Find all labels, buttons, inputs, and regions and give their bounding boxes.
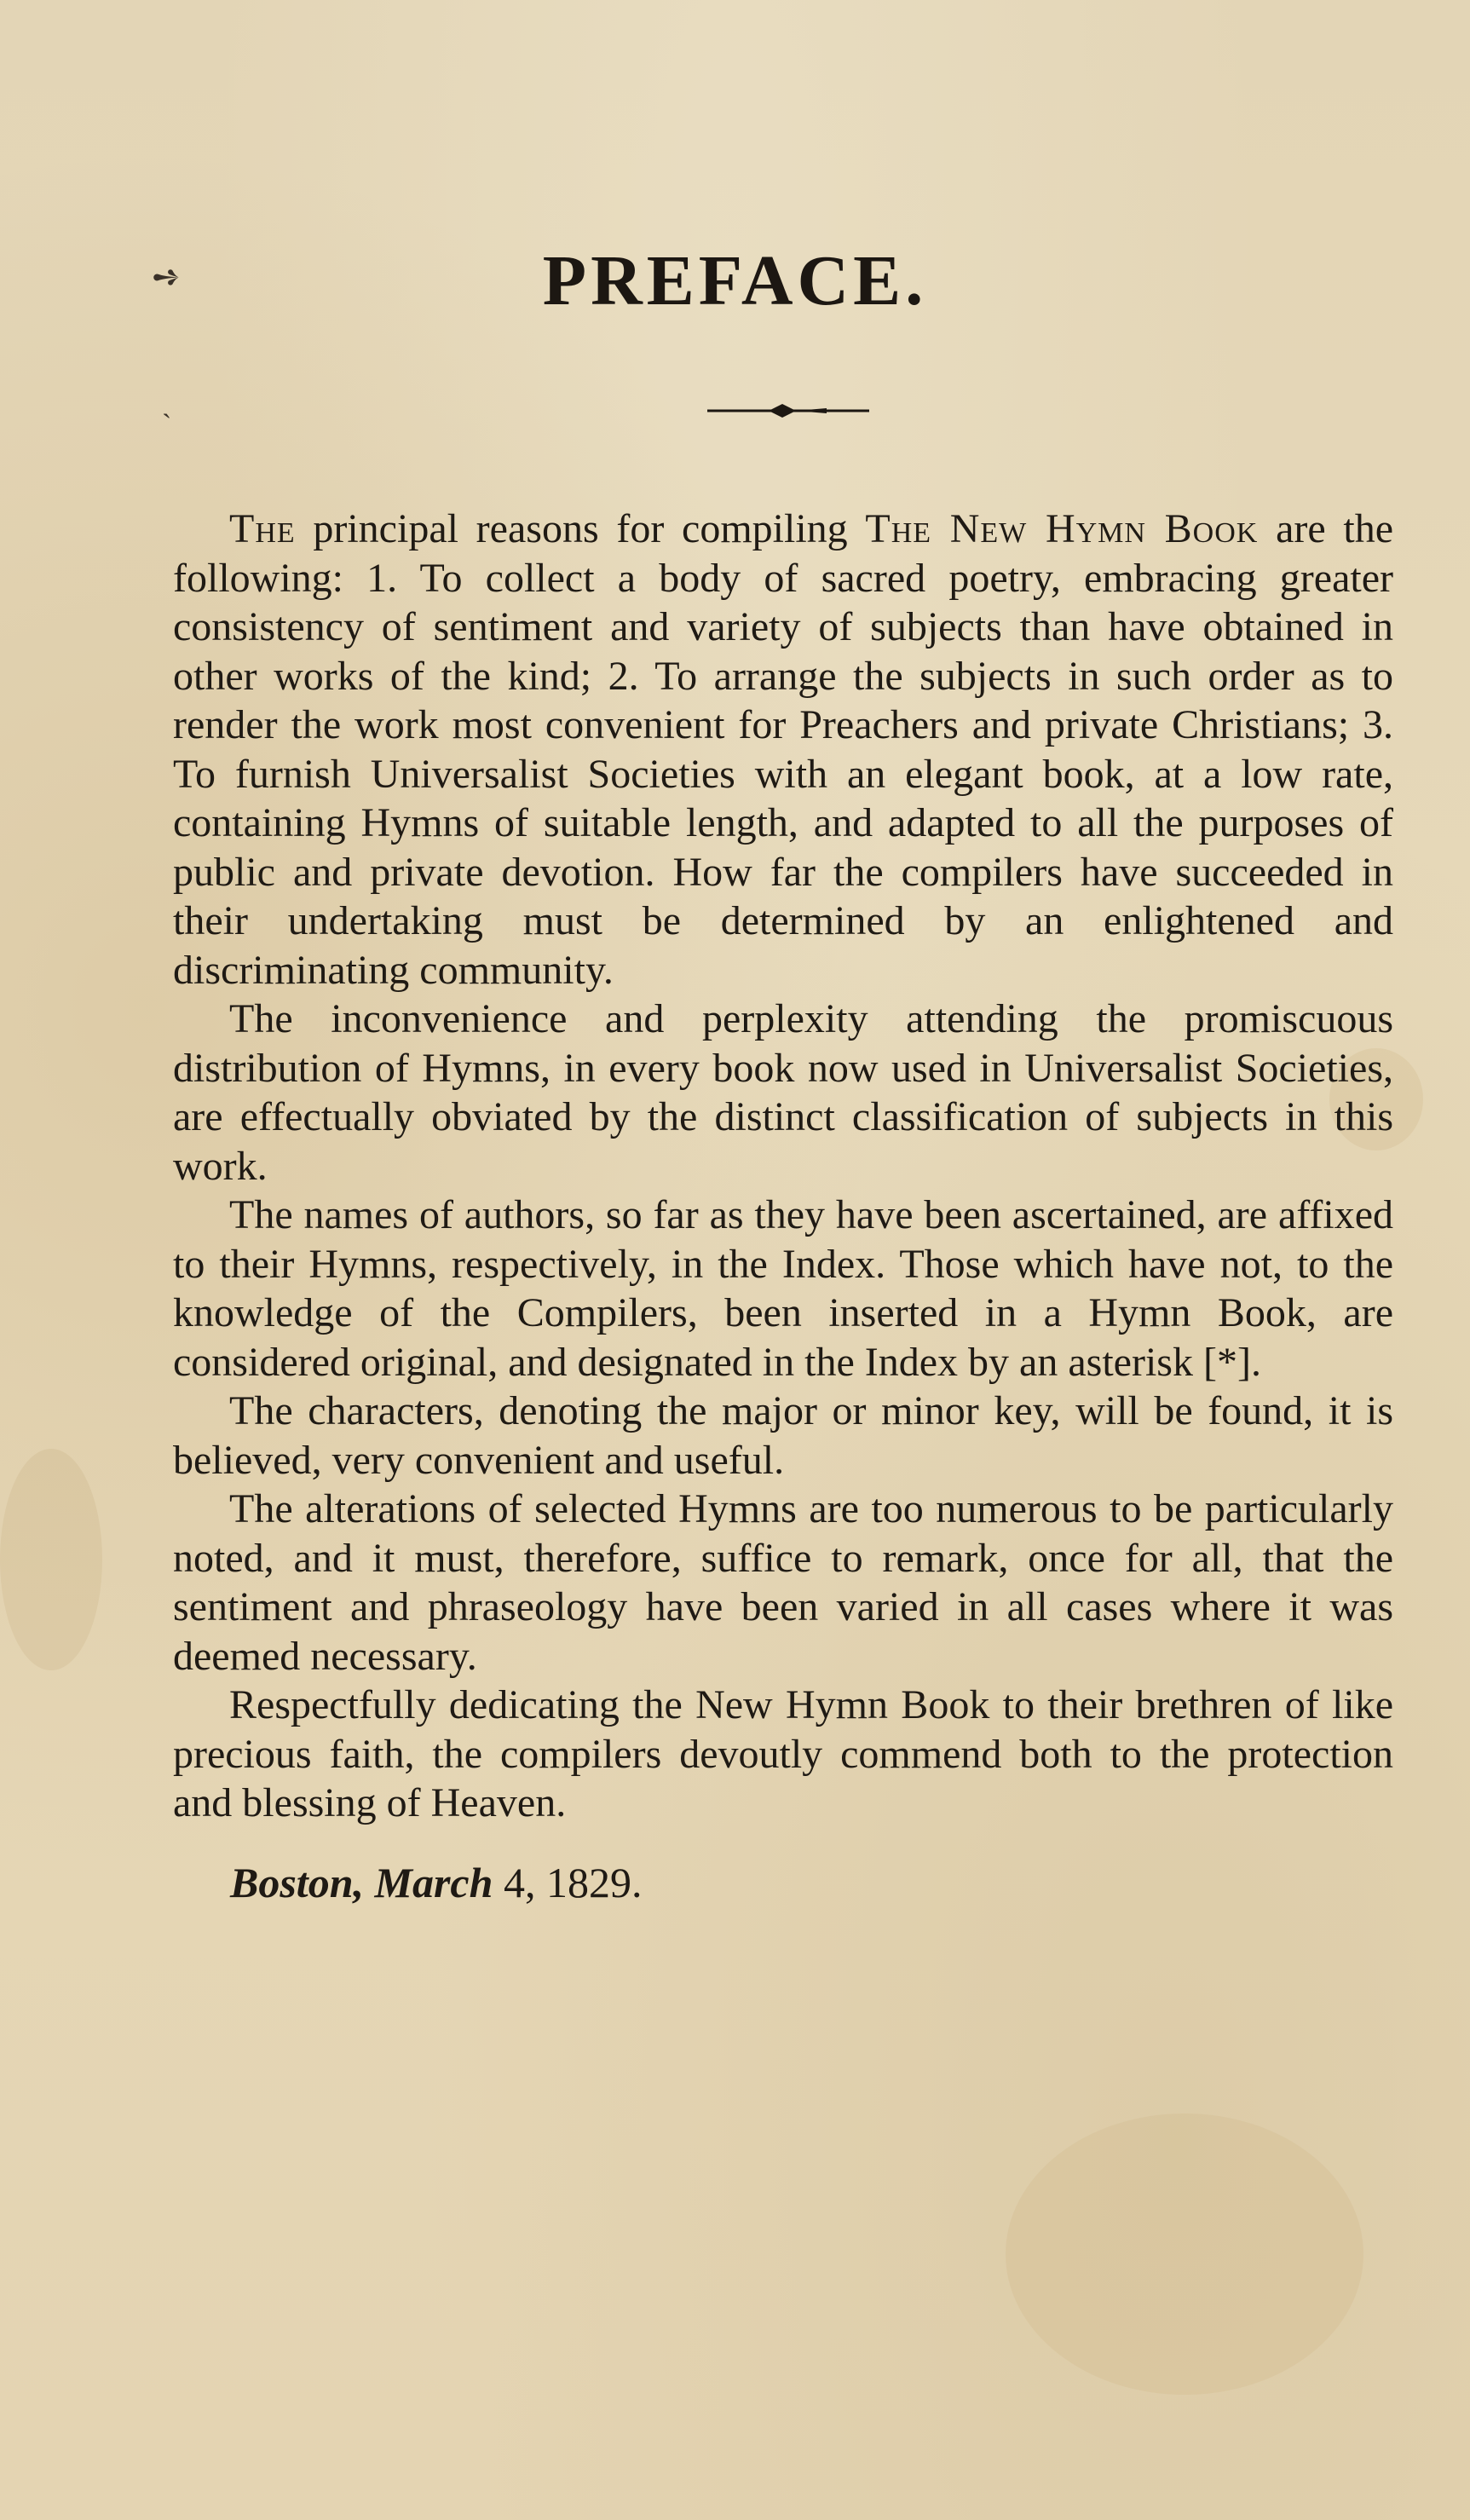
dateline (230, 1858, 642, 1907)
paragraph: The names of authors, so far as they have been ascertained, are affixed to their Hymns, respectively, in the Index. Those which have not, to the knowledge of the Compilers, been inserted in a Hymn Book, are considered original, and designated in the Index by an asterisk [*]. (173, 1192, 1393, 1385)
paragraph-lead: The (229, 506, 296, 551)
dateline-date: 4, 1829. (503, 1859, 643, 1906)
paragraph: Respectfully dedicating the New Hymn Book to their brethren of like precious faith, the compilers devoutly commend both to the protection and blessing of Heaven. (173, 1682, 1393, 1825)
paragraph: The alterations of selected Hymns are too numerous to be particularly noted, and it must, therefore, suffice to remark, once for all, that the sentiment and phraseology have been varied in all cases where it was deemed necessary. (173, 1486, 1393, 1679)
paragraph: The inconvenience and perplexity attending the promiscuous distribution of Hymns, in every book now used in Universalist Societies, are effectually obviated by the distinct classification of subjects in this work. (173, 996, 1393, 1189)
paragraph-text: principal reasons for compiling (295, 506, 866, 551)
dateline-month: March (374, 1859, 493, 1906)
margin-tick-icon: ˎ (162, 385, 172, 419)
paragraph (173, 505, 1393, 995)
paper-stain (1006, 2113, 1363, 2395)
paragraph-text: are the following: 1. To collect a body of sacred poetry, embracing greater consistency of sentiment and variety of subjects than have obtained in other works of the kind; 2. To arrange the subjects in such order as to render the work most convenient for Preachers and private Christians; 3. To furnish Universalist Societies with an elegant book, at a low rate, containing Hymns of suitable length, and adapted to all the purposes of public and private devotion. How far the compilers have succeeded in their undertaking must be determined by an enlightened and discriminating community. (173, 506, 1394, 993)
paper-stain (0, 1449, 102, 1670)
divider-ornament-icon (707, 401, 869, 421)
paragraph: The characters, denoting the major or minor key, will be found, it is believed, very convenient and useful. (173, 1388, 1393, 1483)
book-title: The New Hymn Book (865, 506, 1259, 551)
margin-mark-icon: ➺ (152, 257, 181, 297)
page-title: PREFACE. (542, 241, 928, 320)
preface-body (173, 505, 1393, 1828)
dateline-place: Boston, (230, 1859, 365, 1906)
